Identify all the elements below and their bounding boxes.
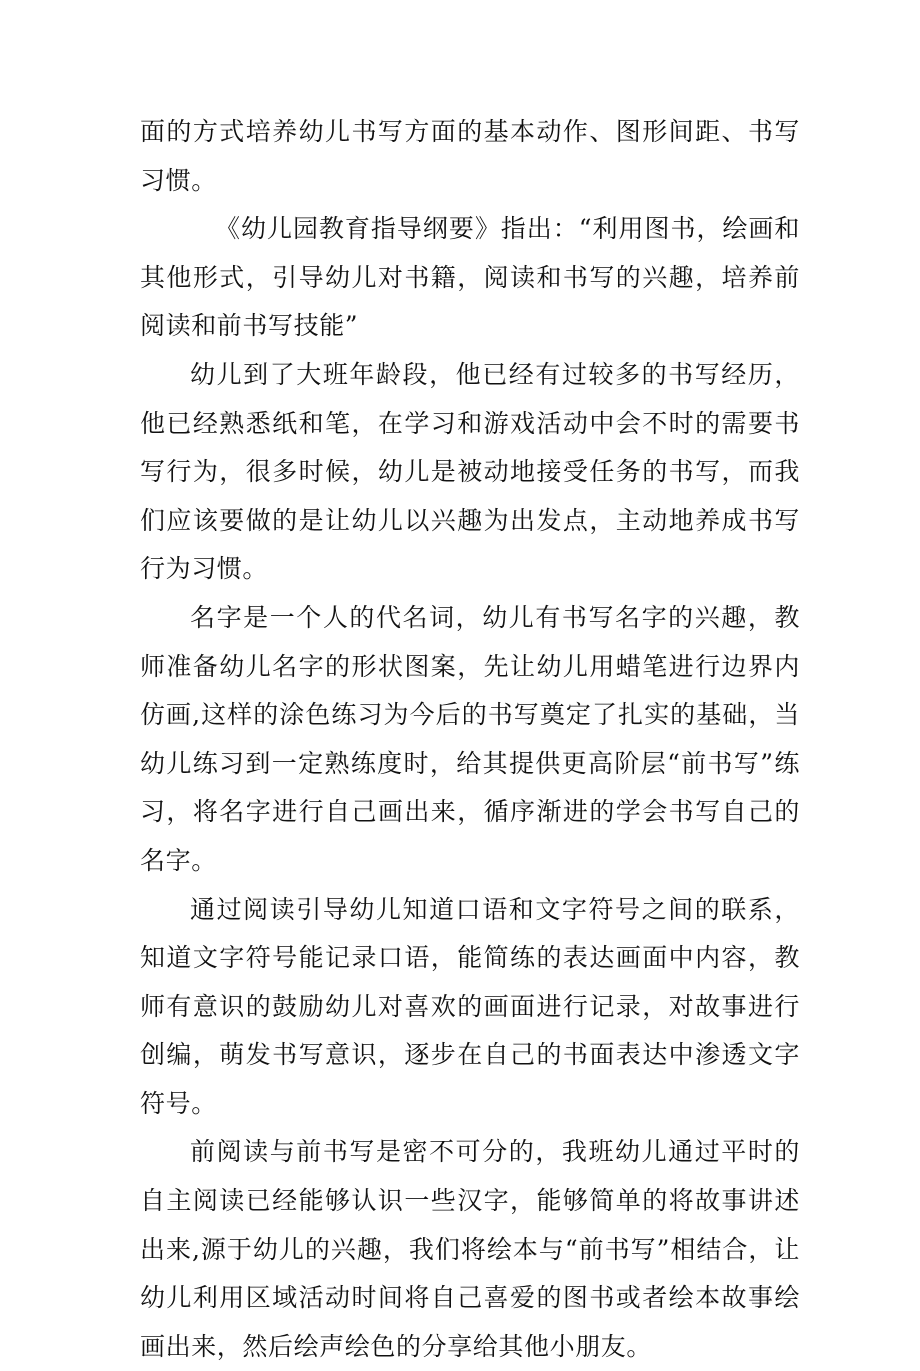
paragraph-senior-class: 幼儿到了大班年龄段，他已经有过较多的书写经历，他已经熟悉纸和笔，在学习和游戏活动中会不时的需要书写行为，很多时候，幼儿是被动地接受任务的书写，而我们应该要做的是让幼儿以兴趣为出发点，主动地养成书写行为习惯。	[140, 359, 800, 584]
document-body	[140, 108, 800, 1371]
paragraph-reading-guidance: 通过阅读引导幼儿知道口语和文字符号之间的联系，知道文字符号能记录口语，能简练的表达画面中内容，教师有意识的鼓励幼儿对喜欢的画面进行记录，对故事进行创编，萌发书写意识，逐步在自己的书面表达中渗透文字符号。	[140, 894, 800, 1118]
paragraph-guideline-quote: 《幼儿园教育指导纲要》指出：“利用图书，绘画和其他形式，引导幼儿对书籍，阅读和书写的兴趣，培养前阅读和前书写技能”	[140, 214, 800, 341]
paragraph-name-writing: 名字是一个人的代名词，幼儿有书写名字的兴趣，教师准备幼儿名字的形状图案，先让幼儿用蜡笔进行边界内仿画,这样的涂色练习为今后的书写奠定了扎实的基础，当幼儿练习到一定熟练度时，给其提供更高阶层“前书写”练习，将名字进行自己画出来，循序渐进的学会书写自己的名字。	[140, 602, 800, 875]
paragraph-pre-reading-writing: 前阅读与前书写是密不可分的，我班幼儿通过平时的自主阅读已经能够认识一些汉字，能够简单的将故事讲述出来,源于幼儿的兴趣，我们将绘本与“前书写”相结合，让幼儿利用区域活动时间将自己喜爱的图书或者绘本故事绘画出来，然后绘声绘色的分享给其他小朋友。	[140, 1137, 800, 1361]
paragraph-continuation: 面的方式培养幼儿书写方面的基本动作、图形间距、书写习惯。	[140, 117, 800, 195]
